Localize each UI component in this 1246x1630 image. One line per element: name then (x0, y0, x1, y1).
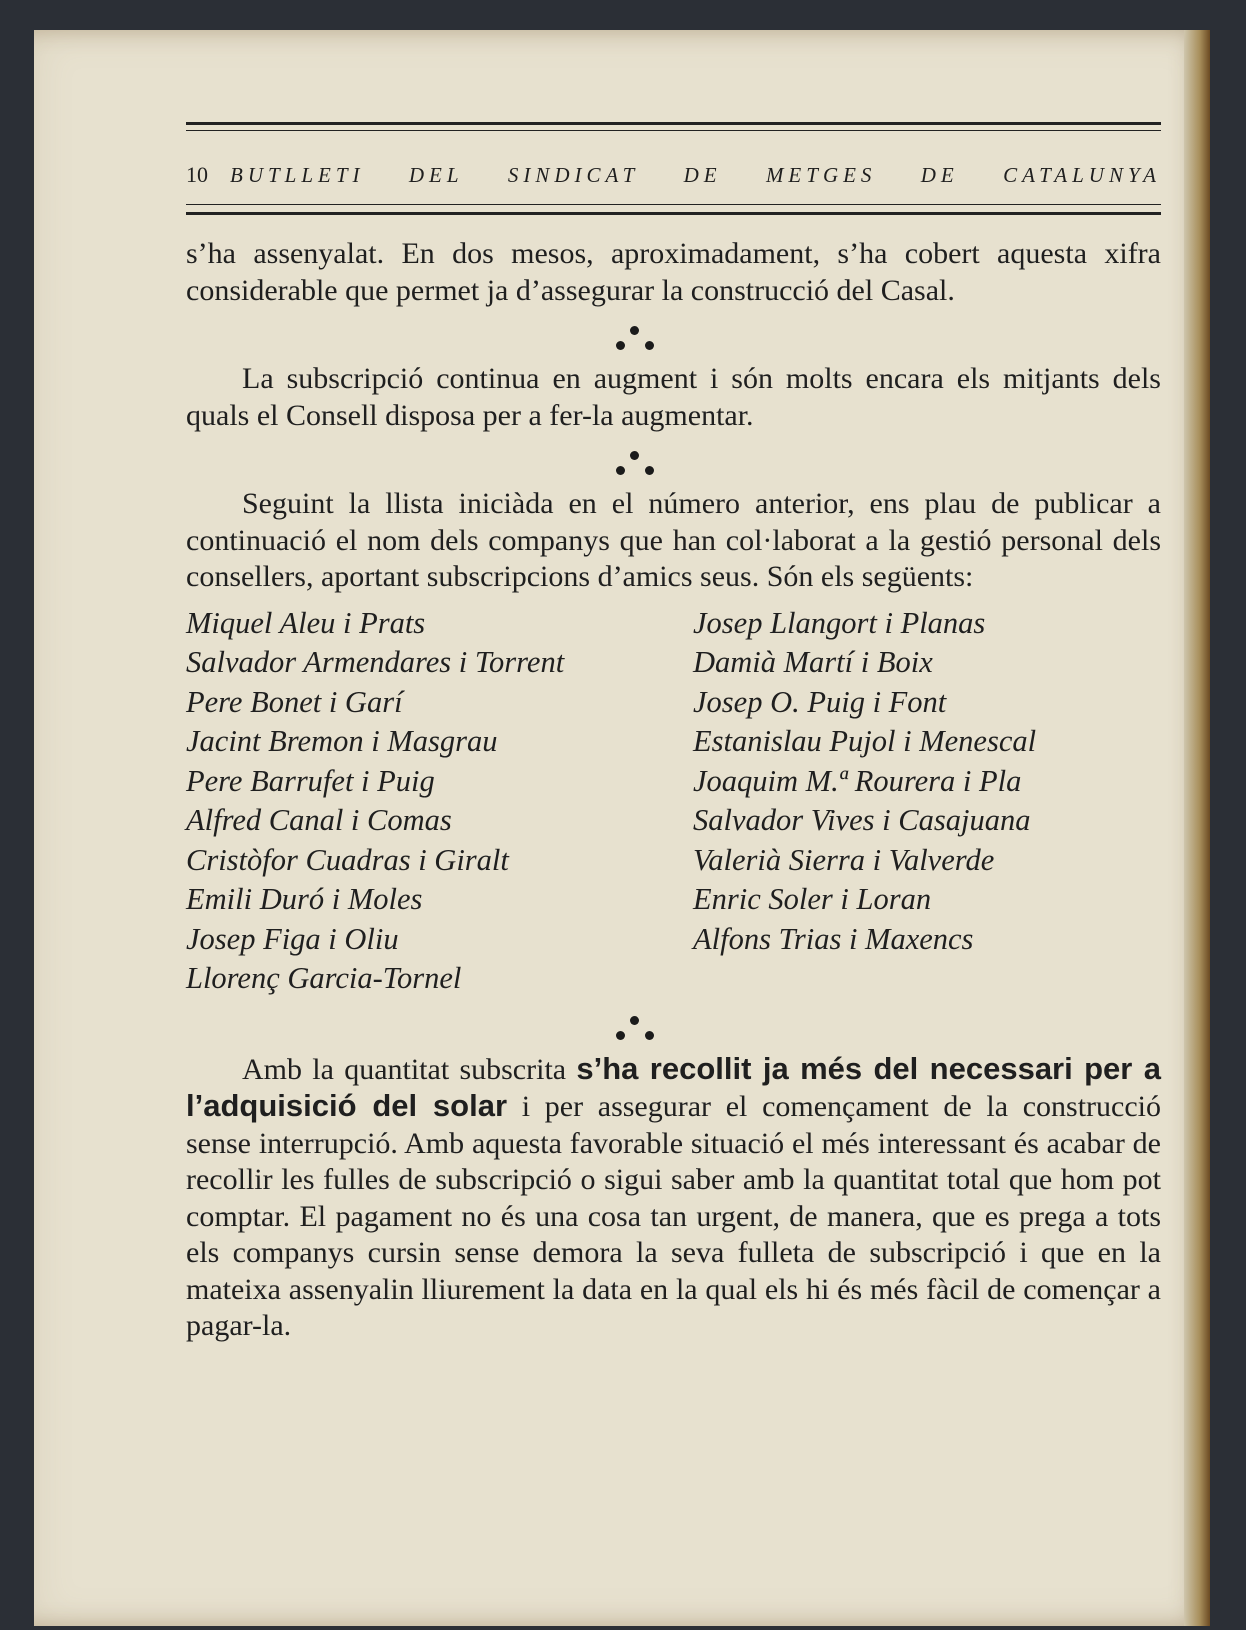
contributor-name: Valerià Sierra i Valverde (693, 842, 995, 877)
journal-title-word: BUTLLETI (230, 163, 365, 187)
contributor-name: Pere Bonet i Garí (186, 684, 403, 719)
contributor-name: Joaquim M.ª Rourera i Pla (693, 763, 1022, 798)
contributor-name: Enric Soler i Loran (693, 882, 932, 916)
contributor-name: Josep Llangort i Planas (693, 605, 986, 640)
contributor-name: Emili Duró i Moles (186, 882, 423, 916)
header-rule-top (186, 122, 1161, 125)
paragraph-text: i per assegurar el començament de la construcció sense interrupció. Amb aquesta favorable situació el més interessant és acabar de recollir les fulles de subscripció o sigui saber amb la quantitat total que hom pot comptar. El pagament no és una cosa tan urgent, de manera, que es prega a tots els companys cursin sense demora la seva fulleta de subscripció i que en la mateixa assenyalin lliurement la data en la qual els hi és més fàcil de començar a pagar-la. (186, 1090, 1161, 1342)
asterism-separator (186, 434, 1161, 486)
contributors-column-left (186, 604, 693, 999)
contributor-name: Josep O. Puig i Font (693, 684, 947, 719)
paragraph-bold-text: s’ha recollit ja més del necessari per a l’adquisició del solar (186, 1050, 1161, 1123)
contributor-name: Jacint Bremon i Masgrau (186, 724, 498, 758)
header-rule-bottom-thin (186, 204, 1161, 205)
journal-title-word: METGES (765, 163, 877, 187)
journal-title-word: DE (920, 163, 959, 187)
header-rule-bottom (186, 212, 1161, 215)
contributor-name: Josep Figa i Oliu (186, 921, 399, 956)
header-row (186, 162, 1161, 192)
contributor-name: Damià Martí i Boix (693, 645, 933, 679)
asterism-separator (186, 999, 1161, 1051)
contributor-name: Miquel Aleu i Prats (186, 605, 426, 640)
asterism-separator (186, 309, 1161, 361)
contributor-name: Salvador Armendares i Torrent (186, 645, 565, 679)
contributor-name: Estanislau Pujol i Menescal (693, 724, 1037, 758)
journal-title-word: DEL (408, 163, 464, 187)
contributor-name: Salvador Vives i Casajuana (693, 803, 1031, 837)
page-number: 10 (186, 162, 208, 187)
contributor-name: Llorenç Garcia-Tornel (186, 961, 462, 995)
contributors-list (186, 604, 1161, 999)
contributor-name: Alfons Trias i Maxencs (693, 921, 974, 956)
contributor-name: Cristòfor Cuadras i Giralt (186, 842, 509, 877)
running-header (186, 122, 1161, 214)
header-rule-top-thin (186, 130, 1161, 131)
contributor-name: Pere Barrufet i Puig (186, 763, 435, 798)
journal-title-word: SINDICAT (507, 163, 640, 187)
paragraph: La subscripció continua en augment i són molts encara els mitjants dels quals el Consell disposa per a fer-la augmentar. (186, 362, 1161, 432)
paragraph (186, 1051, 1161, 1345)
journal-title-word: DE (683, 163, 722, 187)
contributor-name: Alfred Canal i Comas (186, 803, 452, 837)
contributors-column-right (693, 604, 1161, 999)
journal-title-word: CATALUNYA (1003, 163, 1161, 187)
paragraph-text: Amb la quantitat subscrita (242, 1052, 567, 1086)
paragraph: s’ha assenyalat. En dos mesos, aproximadament, s’ha cobert aquesta xifra considerable que permet ja d’assegurar la construcció del Casal. (186, 237, 1161, 307)
document-page (34, 30, 1210, 1626)
journal-title (230, 163, 1161, 188)
page-edge (1184, 30, 1210, 1626)
body-text (186, 236, 1161, 1345)
paragraph: Seguint la llista iniciàda en el número anterior, ens plau de publicar a continuació el nom dels companys que han col·laborat a la gestió personal dels consellers, aportant subscripcions d’amics seus. Són els següents: (186, 487, 1161, 593)
